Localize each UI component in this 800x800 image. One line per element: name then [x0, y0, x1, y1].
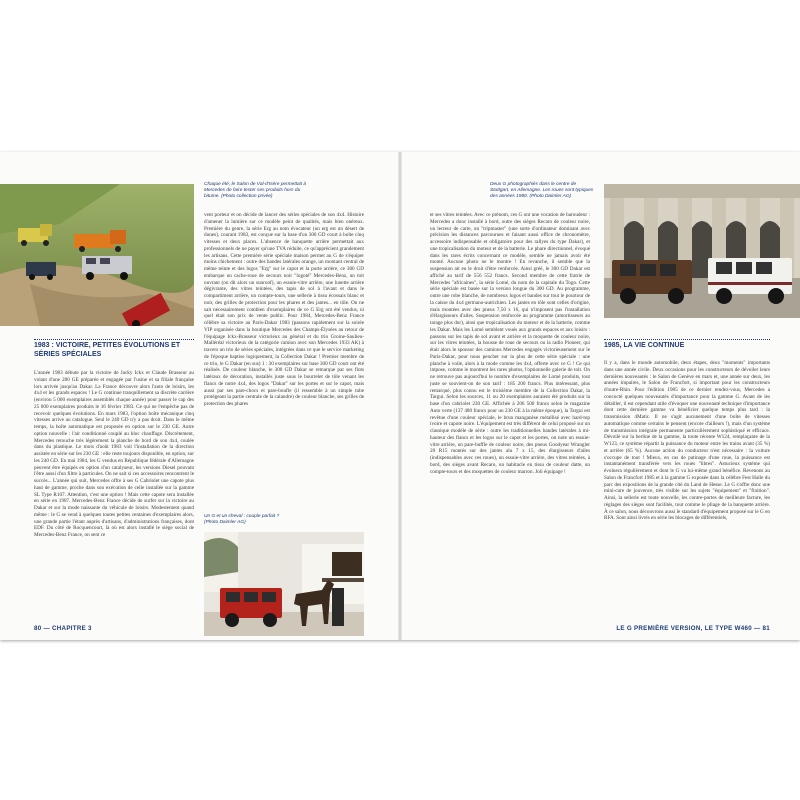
photo-vehicles-hillside [0, 184, 194, 326]
book-spread [0, 152, 800, 640]
g-horse-illustration [204, 532, 364, 636]
section-heading-1985: 1985, LA VIE CONTINUE [604, 342, 685, 349]
body-text-column-2: vent porteur et on décide de lancer des séries spéciales de son 4x4. Histoire d'amener la lumière sur ce modèle peint de qualités, mais bien onéreux. Première du genre, la série Erg au nom évocateur (un erg est un désert de dunes), courant 1983, est conçue sur la base d'un 300 GD court à boîte cinq vitesses et deux places. L'absence de banquette arrière permettait aux professionnels de ne payer qu'une TVA réduite, ce qu'apprécient grandement les artisans. Cette première série spéciale maison permet au G de s'équiper moins chichement : outre des bandes latérales orange, un montant central de même teinte et des logos "Erg" sur le capot et la porte arrière, ce 300 GD embarque un cache-roue de secours noir "logoté" Mercedes-Benz, un toit ouvrant (on dit alors un sunroof), un essuie-vitre arrière, une lunette arrière dégivrante, des vitres teintées, des tapis de sol à l'avant et dans le compartiment arrière, un compte-tours, une sellerie à tissu écossais blanc et noir, des grilles de protection pour les phares et des jantes... en tôle. On ne sait nécessairement combien d'exemplaires de ce G Erg ont été vendus, ni quel était son prix de vente public. Pour 1984, Mercedes-Benz France célèbre sa victoire au Paris-Dakar 1983 (passons rapidement sur la soirée VIP organisée dans la boutique Mercedes des Champs-Élysées au retour de l'équipage Ickx-Brasseur victorieux au général et du trio Groine-Saulieu-Malléréal victorieux de la catégorie camion avec son Mercedes 1933 AK) à travers un trio de séries spéciales, intégrées dans ce que le service marketing de l'époque baptise logiquement, la Collection Dakar ! Premier membre de ce trio, le G Dakar (en sus) 1 : 30 exemplaires sur base 300 GD court ont été réalisés. De couleur blanche, le 300 GD Dakar se remarque par ses flots latéraux de décoration, installés juste sous le bourrelet de tôle venant les flancs de notre 4x4, des logos "Dakar" sur les portes et sur le capot, mais aussi par ses pare-chocs et pare-boufle (il ressemble à un simple tube protégeant la partie centrale de la calandre) de couleur blanche, ses grilles de protection des phares [204, 212, 364, 407]
left-page-footer: 80 — CHAPITRE 3 [34, 625, 92, 632]
body-text-1985: Il y a, dans le monde automobile, deux étapes, deux "moments" importants dans une année civile. Deux occasions pour les constructeurs de dévoiler leurs dernières nouveautés : le Salon de Genève en mars et, une année sur deux, les années impaires, le Salon de Francfort, si important pour les constructeurs d'outre-Rhin. Pour l'édition 1985 de ce dernier rendez-vous, Mercedes a concocté quelques nouveautés d'importance pour la gamme G. Avant de les détailler, il est cependant utile d'évoquer une nouveauté technique d'importance dont cette dernière gamme va bénéficier quelque temps plus tard : la transmission 4Matic. Il ne s'agit aucunement d'une boîte de vitesses automatique comme certains le pensent (encore d'ailleurs !), mais d'un système de transmission intégrale permanente particulièrement sophistiqué et efficace. Dévoilé sur la berline de la gamme, la toute récente W124, remplaçante de la W123, ce système répartit la puissance du moteur entre les trains avant (35 %) et arrière (65 %). Aucune action du conducteur n'est nécessaire : la voiture s'occupe de tout ! Mieux, en cas de patinage d'une roue, la puissance est instantanément transférée vers les roues "libres". Astucieux système qui évoluera régulièrement et dont le G va lui-même grand bénéfice. Revenons au Salon de Francfort 1985 et à la gamme G exposée dans la célèbre Fest Halle du parc des expositions de la grande cité du Land de Hesse. Le G s'offre donc une mini-cure de jouvence, très visible sur les sujets "équipement" et "finition". Ainsi, la sellerie est toute nouvelle, les contre-portes de meilleure facture, les réglages des sièges sont facilités, tout comme le pliage de la banquette arrière. À ce salon, nous découvrons aussi le standard d'équipement proposé sur le G en RFA. Sont ainsi livrés en série les blocages de différentiels, [604, 360, 770, 522]
page-gutter [398, 152, 402, 640]
photo-caption-top-right: Deux G photographiés dans le centre de Stuttgart, en Allemagne. Les roues sont typiques des années 1980. (Photo Daimler AG) [490, 182, 594, 199]
body-text-1983: L'année 1983 débute par la victoire de Jacky Ickx et Claude Brasseur au volant d'une 280 GE préparée et engagée par l'usine et sa filiale française lors arrivée jusqu'au Dakar. La France découvre alors l'auto de loisirs, les 4x4 et les grands espaces ! Le G continue tranquillement sa discrète carrière (environ 5 000 exemplaires assemblés chaque année) pour passer le cap des 25 000 exemplaires produits le 16 février 1983. Ce qui ne l'empêche pas de recevoir quelques évolutions. En mars 1983, l'option boîte mécanique cinq vitesses arrive au catalogue. Seul le 240 GD n'y a pas droit. Dans le même temps, la boîte automatique est proposée en option sur le 230 GE. Autre option nouvelle : l'air conditionné couplé au bloc chauffage. Discrètement, Mercedes retouche très légèrement la planche de bord de son 4x4, coulée dans du plastique. Le mois d'août 1983 voit l'installation de la direction assistée en série sur les 230 GE : elle reste toujours disponible, en option, sur les 240 GD. En mai 1984, les G vendus en République fédérale d'Allemagne peuvent être équipés en option d'un catalyseur, les versions Diesel pouvant l'être aussi d'un filtre à particules. On ne sait si ces accessoires rencontrent le succès... L'année qui suit, Mercedes offre à ses G Cabriolet une capote plus haut de gamme, proche dans son exécution de celle installée sur la gamme SL Type R107. Attention, c'est une option ! Mais cette capote sera installée en série en 1987. Mercedes-Benz France décide de surfer sur la victoire au Dakar et sur la mode naissante du véhicule de loisirs. Modestement quand même : le G se vend à quelques toutes petites centaines d'exemplaires alors, une grande partie l'étant auprès d'artisans, d'administrations françaises, dont EDF. Du côté de Rocquencourt, là où est alors installé le siège social de Mercedes-Benz France, on sent ce [34, 370, 194, 538]
photo-caption-top-left: Chaque été, le Salon de Val-d'Isère permettait à Mercedes de faire tester ses produits hors du bitume. (Photo collection privée) [204, 182, 307, 199]
right-page-footer: LE G PREMIÈRE VERSION, LE TYPE W460 — 81 [616, 625, 770, 632]
section-heading-1983: 1983 : VICTOIRE, PETITES ÉVOLUTIONS ET SÉRIES SPÉCIALES [34, 342, 181, 358]
section-rule-1985 [604, 339, 770, 340]
section-rule-1983 [34, 339, 194, 340]
photo-caption-bottom-left: Un G et un cheval : couple parfait ? (Photo Daimler AG) [204, 514, 280, 525]
hillside-illustration [0, 184, 194, 326]
photo-stuttgart-two-g [604, 184, 800, 318]
body-text-column-3: et ses vitres teintées. Avec ce prénom, ces G ont une vocation de baroudeur : Mercedes a donc installé à bord, outre des sièges Recaro de couleur noire, un lecteur de carte, un "tripmaster" (une sorte d'ordinateur dominant avec précision les distances parcourues et faisant aussi office de chronomètre, accessoire indispensable et obligatoire pour des rallyes du type Dakar), et une tropicalisation du moteur et de la batterie. Le phare directionnel, évoqué dans les rares écrits concernant ce modèle, semble ne jamais avoir été monté. Aucune photo ne le montre ! En revanche, il semble que la suspension ait eu le droit d'être renforcée. Ainsi gréé, le 300 GD Dakar est affiché au tarif de 556 552 francs. Second membre de cette fratrie de Mercedes "africaines", la série Lomé, du nom de la capitale du Togo. Cette série spéciale est basée sur la version longue du 300 GD. Au programme, outre une robe blanche, de nombreux logos et bandes sur tout le pourtour de la caisse du 4x4 germano-autrichien. Les jantes en tôle sont celles d'origine, mais montées avec des pneus 7,50 x 16, qui n'imposent pas l'installation d'élargisseurs d'ailes. Suspension renforcée au programme (amortisseurs au tarage plus dur), ainsi que tropicalisation du moteur et de la batterie, comme les Dakar. Mais les Lomé semblent voués aux grands espaces et aux loisirs : passons sur les tapis de sol avant et arrière et la moquette de couleur noire, sur les vitres teintées, la housse de roue de secours ou la radio Pioneer, qui était alors le sponsor des camions Mercedes engagés victorieusement sur le Paris-Dakar, pour nous pencher sur la plus de cette série spéciale : une planche à voile, alors à la mode comme les 4x4, offerte avec ce G ! Ce qui impose, comme le montrent les rares photos, l'optionnelle galerie de toit. On ne retrouve pas aujourd'hui le nombre d'exemplaires de Lomé produits, tout juste se souvient-on de son tarif : 185 200 francs. Plus intéressant, plus remarqué, plus connu est le troisième membre de la Collection Dakar, la Targui. Selon les sources, 11 ou 20 exemplaires auraient été produits sur la base d'un cabriolet 230 GE. Affichée à 206 500 francs selon le magazine Auto verte (137 480 francs pour un 230 GE à la même époque), la Targui est revêtue d'une couleur spéciale, le brun manganèse métallisé avec hard-top ivoire et capote noire. L'équipement est très différent de celui proposé sur un classique modèle de série : outre les traditionnelles bandes latérales à mi-hauteur des flancs et les logos sur le capot et les portes, on note un essuie-vitre arrière, un pare-buffle de couleur noire, des pneus Goodyear Wrangler 20 R15 montés sur des jantes alu 7 x 15, des élargisseurs d'ailes (indispensables avec ces roues), un essuie-vitre arrière, des vitres teintées, à bord, des sièges avant Recaro, un habitacle en tissu de couleur datte, un compte-tours et des moquettes de couleur marron. Joli équipage ! [430, 212, 590, 475]
stuttgart-illustration [604, 184, 800, 318]
photo-g-and-horse [204, 532, 364, 636]
